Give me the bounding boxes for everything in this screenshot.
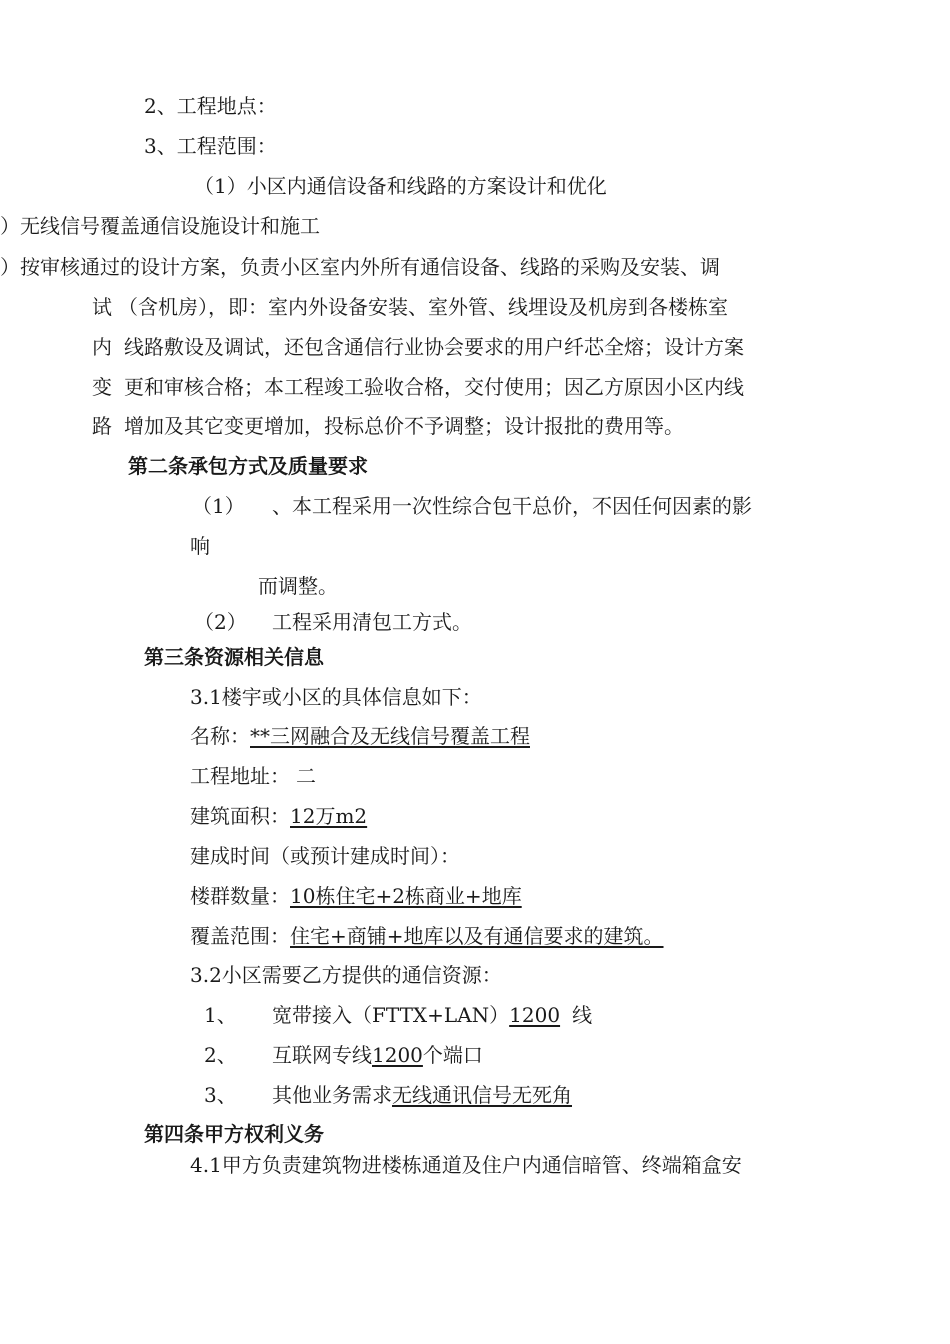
article-2-p2-number: （2） (194, 610, 247, 634)
resource-1-unit: 线 (572, 1003, 593, 1027)
project-address-label: 工程地址： (190, 764, 290, 788)
article-2-p1-text: 、本工程采用一次性综合包干总价，不因任何因素的影 (272, 494, 752, 518)
wrap-line: （含机房），即：室内外设备安装、室外管、线埋设及机房到各楼栋室 (118, 295, 728, 319)
resource-2 (272, 1043, 483, 1067)
article-2-heading: 第二条承包方式及质量要求 (128, 454, 368, 478)
item-scope: 3、工程范围： (144, 134, 277, 158)
section-3-1: 3.1楼宇或小区的具体信息如下： (190, 685, 482, 709)
completion-time-row: 建成时间（或预计建成时间）： (190, 844, 460, 868)
wrap-line: 线路敷设及调试，还包含通信行业协会要求的用户纤芯全熔；设计方案 (124, 335, 744, 359)
resource-3 (272, 1083, 572, 1107)
item-location: 2、工程地点： (144, 94, 277, 118)
coverage-label: 覆盖范围： (190, 924, 290, 948)
coverage-row (190, 924, 664, 948)
scope-item-1: （1）小区内通信设备和线路的方案设计和优化 (194, 174, 607, 198)
resource-3-value: 无线通讯信号无死角 (392, 1083, 572, 1107)
project-name-label: 名称： (190, 724, 250, 748)
article-2-p1-end: 而调整。 (258, 574, 338, 598)
wrap-lead-char: 内 (92, 335, 112, 359)
building-count-value: 10栋住宅+2栋商业+地库 (290, 884, 522, 908)
wrap-lead-char: 路 (92, 414, 112, 438)
building-count-label: 楼群数量： (190, 884, 290, 908)
article-2-p1-wrap: 响 (190, 534, 210, 558)
resource-2-label: 互联网专线 (272, 1043, 372, 1067)
resource-1 (272, 1003, 592, 1027)
project-name-value: **三网融合及无线信号覆盖工程 (250, 724, 530, 748)
resource-2-unit: 个端口 (422, 1043, 483, 1067)
coverage-value: 住宅+商铺+地库以及有通信要求的建筑。 (290, 924, 664, 948)
wrap-lead-char: 试 (92, 295, 112, 319)
article-2-p2-text: 工程采用清包工方式。 (272, 610, 472, 634)
project-name-row (190, 724, 530, 748)
section-4-1: 4.1甲方负责建筑物进楼栋通道及住户内通信暗管、终端箱盒安 (190, 1153, 742, 1177)
resource-2-number: 2、 (204, 1043, 237, 1067)
article-3-heading: 第三条资源相关信息 (144, 645, 324, 669)
building-count-row (190, 884, 522, 908)
resource-1-label: 宽带接入（FTTX+LAN） (272, 1003, 510, 1027)
resource-3-label: 其他业务需求 (272, 1083, 392, 1107)
resource-3-number: 3、 (204, 1083, 237, 1107)
wrap-line: 增加及其它变更增加，投标总价不予调整；设计报批的费用等。 (124, 414, 684, 438)
building-area-label: 建筑面积： (190, 804, 290, 828)
scope-item-2: ）无线信号覆盖通信设施设计和施工 (0, 214, 320, 238)
wrap-line: 更和审核合格；本工程竣工验收合格，交付使用；因乙方原因小区内线 (124, 375, 744, 399)
wrap-lead-char: 变 (92, 375, 112, 399)
project-address-row (190, 764, 316, 788)
building-area-value: 12万m2 (290, 804, 368, 828)
scope-item-3: ）按审核通过的设计方案，负责小区室内外所有通信设备、线路的采购及安装、调 (0, 255, 720, 279)
resource-1-number: 1、 (204, 1003, 237, 1027)
resource-1-value: 1200 (509, 1003, 561, 1027)
resource-2-value: 1200 (372, 1043, 423, 1067)
article-2-p1-number: （1） (192, 494, 245, 518)
project-address-value: 二 (296, 764, 316, 788)
section-3-2: 3.2小区需要乙方提供的通信资源： (190, 963, 502, 987)
article-4-heading: 第四条甲方权利义务 (144, 1122, 324, 1146)
building-area-row (190, 804, 367, 828)
